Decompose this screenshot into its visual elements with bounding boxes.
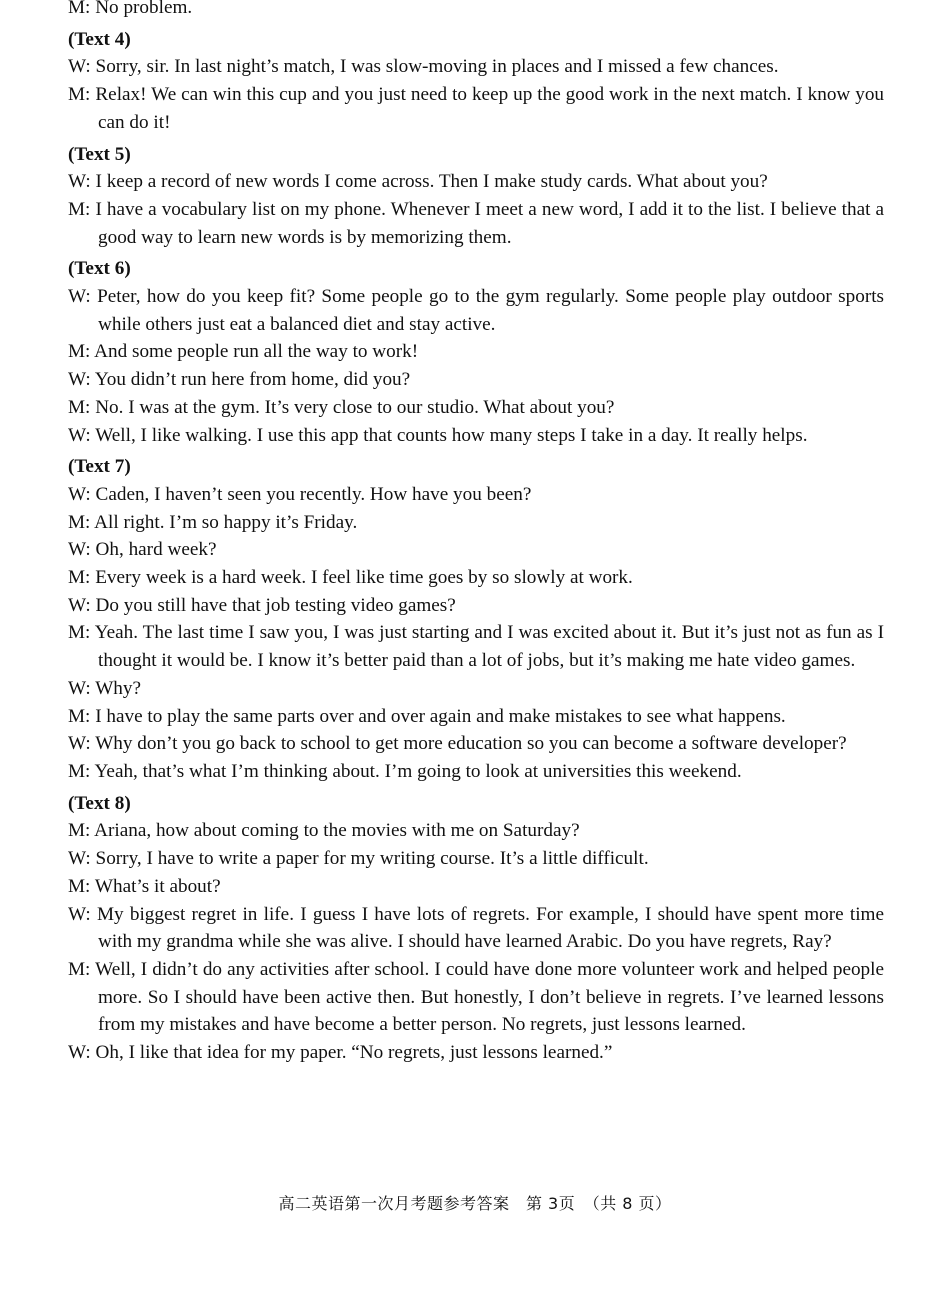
speaker-label: W: xyxy=(68,848,91,870)
speaker-label: M: xyxy=(68,958,91,980)
dialogue-line xyxy=(68,956,884,1039)
utterance-text: Do you still have that job testing video games? xyxy=(95,594,456,616)
speaker-label: W: xyxy=(68,483,91,505)
text-section xyxy=(68,790,884,1067)
speaker-label: M: xyxy=(68,511,91,533)
dialogue-line xyxy=(68,196,884,251)
utterance-text: Yeah, that’s what I’m thinking about. I’m going to look at universities this weekend. xyxy=(94,760,742,782)
speaker-label: W: xyxy=(68,424,91,446)
dialogue-line xyxy=(68,422,884,450)
speaker-label: W: xyxy=(68,677,91,699)
text-section xyxy=(68,26,884,137)
utterance-text: Well, I didn’t do any activities after school. I could have done more volunteer work and helped people more. So I should have been active then. But honestly, I don’t believe in regrets. I’ve learned lessons from my mistakes and have become a better person. No regrets, just lessons learned. xyxy=(95,958,885,1036)
dialogue-line xyxy=(68,901,884,956)
section-heading: (Text 4) xyxy=(68,28,131,50)
dialogue-line xyxy=(68,509,884,537)
dialogue-line xyxy=(68,730,884,758)
page-footer: 高二英语第一次月考题参考答案 第 3页 （共 8 页） xyxy=(278,1194,672,1213)
utterance-text: Every week is a hard week. I feel like time goes by so slowly at work. xyxy=(95,567,633,589)
utterance-text: No. I was at the gym. It’s very close to our studio. What about you? xyxy=(95,396,615,418)
utterance-text: I have a vocabulary list on my phone. Whenever I meet a new word, I add it to the list. I believe that a good way to learn new words is by memorizing them. xyxy=(95,198,885,248)
dialogue-line xyxy=(68,168,884,196)
speaker-label: M: xyxy=(68,820,91,842)
dialogue-line xyxy=(68,81,884,136)
speaker-label: W: xyxy=(68,1042,91,1064)
speaker-label: M: xyxy=(68,705,91,727)
section-heading: (Text 5) xyxy=(68,143,131,165)
dialogue-line xyxy=(68,564,884,592)
utterance-text: You didn’t run here from home, did you? xyxy=(94,369,411,391)
text-section xyxy=(68,0,884,22)
utterance-text: Oh, I like that idea for my paper. “No regrets, just lessons learned.” xyxy=(95,1042,613,1064)
dialogue-line xyxy=(68,817,884,845)
utterance-text: Why? xyxy=(95,677,142,699)
dialogue-line xyxy=(68,845,884,873)
utterance-text: I keep a record of new words I come across. Then I make study cards. What about you? xyxy=(95,171,768,193)
utterance-text: Peter, how do you keep fit? Some people go to the gym regularly. Some people play outdoor sports while others just eat a balanced diet and stay active. xyxy=(97,286,885,335)
dialogue-line xyxy=(68,592,884,620)
speaker-label: M: xyxy=(68,396,91,418)
speaker-label: W: xyxy=(68,56,91,78)
utterance-text: Well, I like walking. I use this app that counts how many steps I take in a day. It really helps. xyxy=(95,424,808,446)
dialogue-line xyxy=(68,53,884,81)
speaker-label: W: xyxy=(68,594,91,616)
utterance-text: I have to play the same parts over and over again and make mistakes to see what happens. xyxy=(95,705,786,727)
utterance-text: Sorry, sir. In last night’s match, I was slow-moving in places and I missed a few chances. xyxy=(95,56,779,78)
speaker-label: W: xyxy=(68,286,91,308)
utterance-text: Relax! We can win this cup and you just need to keep up the good work in the next match. I know you can do it! xyxy=(95,84,885,133)
transcript-page xyxy=(68,0,884,1067)
speaker-label: M: xyxy=(68,198,91,220)
speaker-label: M: xyxy=(68,84,91,106)
speaker-label: W: xyxy=(68,733,91,755)
speaker-label: W: xyxy=(68,171,91,193)
dialogue-line xyxy=(68,366,884,394)
speaker-label: M: xyxy=(68,567,91,589)
dialogue-line xyxy=(68,758,884,786)
utterance-text: All right. I’m so happy it’s Friday. xyxy=(94,511,358,533)
speaker-label: M: xyxy=(68,622,91,644)
utterance-text: Sorry, I have to write a paper for my writing course. It’s a little difficult. xyxy=(95,848,649,870)
dialogue-line xyxy=(68,481,884,509)
utterance-text: No problem. xyxy=(95,0,193,18)
dialogue-line xyxy=(68,394,884,422)
speaker-label: M: xyxy=(68,875,91,897)
speaker-label: M: xyxy=(68,0,91,18)
utterance-text: My biggest regret in life. I guess I have lots of regrets. For example, I should have spent more time with my grandma while she was alive. I should have learned Arabic. Do you have regrets, Ray? xyxy=(96,903,884,953)
utterance-text: Why don’t you go back to school to get more education so you can become a software developer? xyxy=(95,733,847,755)
dialogue-line xyxy=(68,338,884,366)
utterance-text: Oh, hard week? xyxy=(95,539,217,561)
utterance-text: Caden, I haven’t seen you recently. How have you been? xyxy=(95,483,532,505)
section-heading: (Text 8) xyxy=(68,792,131,814)
utterance-text: Ariana, how about coming to the movies with me on Saturday? xyxy=(94,820,580,842)
section-heading: (Text 7) xyxy=(68,456,131,478)
text-section xyxy=(68,255,884,449)
utterance-text: Yeah. The last time I saw you, I was just starting and I was excited about it. But it’s just not as fun as I thought it would be. I know it’s better paid than a lot of jobs, but it’s making me hate video games. xyxy=(94,622,884,672)
speaker-label: W: xyxy=(68,903,91,925)
text-section xyxy=(68,141,884,252)
dialogue-line xyxy=(68,703,884,731)
dialogue-line xyxy=(68,619,884,674)
speaker-label: W: xyxy=(68,539,91,561)
utterance-text: And some people run all the way to work! xyxy=(94,341,419,363)
speaker-label: W: xyxy=(68,369,91,391)
text-section xyxy=(68,453,884,785)
speaker-label: M: xyxy=(68,760,91,782)
dialogue-line xyxy=(68,536,884,564)
utterance-text: What’s it about? xyxy=(94,875,221,897)
dialogue-line xyxy=(68,0,884,22)
dialogue-line xyxy=(68,283,884,338)
dialogue-line xyxy=(68,675,884,703)
section-heading: (Text 6) xyxy=(68,258,131,280)
speaker-label: M: xyxy=(68,341,91,363)
dialogue-line xyxy=(68,1039,884,1067)
dialogue-line xyxy=(68,873,884,901)
